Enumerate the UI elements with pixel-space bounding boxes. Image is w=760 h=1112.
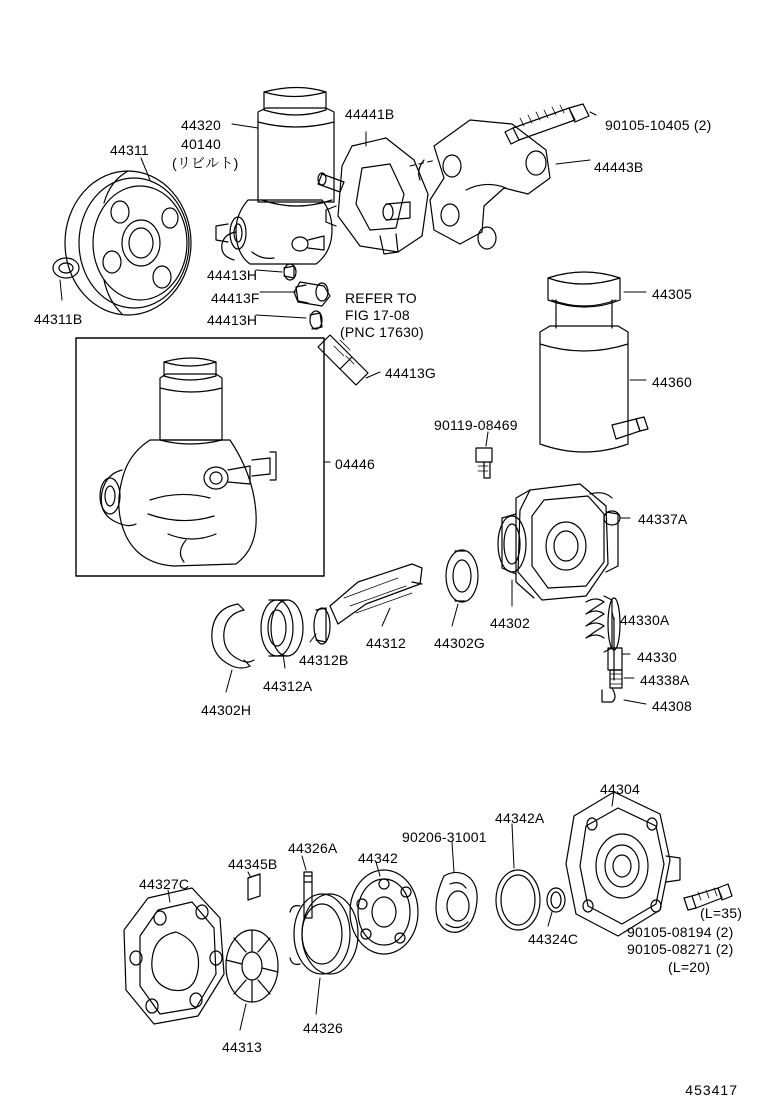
part-44320-pump-assembly bbox=[216, 88, 344, 265]
part-90119-08469-bolt bbox=[476, 432, 492, 478]
inset-box-04446 bbox=[76, 338, 330, 576]
label-l-44330: 44330 bbox=[637, 649, 677, 665]
label-l-04446: 04446 bbox=[335, 456, 375, 472]
part-44312a-bearing bbox=[261, 600, 303, 668]
part-44345b-pin bbox=[248, 872, 260, 900]
label-l-44302h: 44302H bbox=[201, 702, 252, 718]
part-44302-housing bbox=[498, 484, 630, 606]
label-l-44443b: 44443B bbox=[594, 159, 644, 175]
label-l-44305: 44305 bbox=[652, 286, 692, 302]
label-l-44326a: 44326A bbox=[288, 840, 338, 856]
label-l-44313: 44313 bbox=[222, 1039, 262, 1055]
label-l-90119: 90119-08469 bbox=[434, 417, 518, 433]
label-l-44311b: 44311B bbox=[34, 311, 83, 327]
label-l-44302: 44302 bbox=[490, 615, 530, 631]
label-l-44304: 44304 bbox=[600, 781, 640, 797]
part-90206-31001-seal bbox=[436, 842, 477, 932]
label-l-44320: 44320 bbox=[181, 117, 221, 133]
part-44342-rotor bbox=[350, 862, 418, 954]
label-l-refer3: (PNC 17630) bbox=[340, 324, 424, 340]
part-44360-reservoir bbox=[540, 272, 648, 452]
part-44311-pulley bbox=[53, 158, 191, 315]
label-l-rebuilt: (リビルト) bbox=[172, 155, 239, 171]
part-44327c-gasket bbox=[124, 888, 224, 1024]
label-l-refer1: REFER TO bbox=[345, 290, 417, 306]
label-l-44441b: 44441B bbox=[345, 106, 395, 122]
part-44312-shaft bbox=[330, 564, 422, 626]
label-l-lenL35: (L=35) bbox=[700, 905, 743, 921]
label-l-refer2: FIG 17-08 bbox=[345, 307, 410, 323]
label-l-44413g: 44413G bbox=[385, 365, 437, 381]
part-44302h-snap-ring bbox=[212, 604, 254, 692]
label-l-44312b: 44312B bbox=[299, 652, 349, 668]
label-l-90206: 90206-31001 bbox=[402, 829, 487, 845]
label-l-44326: 44326 bbox=[303, 1020, 343, 1036]
label-l-44342: 44342 bbox=[358, 850, 398, 866]
part-44313-rotor bbox=[226, 930, 278, 1030]
label-l-44327c: 44327C bbox=[139, 876, 190, 892]
label-l-44311: 44311 bbox=[110, 142, 149, 158]
part-44441b-bracket bbox=[326, 132, 428, 254]
label-l-44360: 44360 bbox=[652, 374, 692, 390]
label-l-90105-08194: 90105-08194 (2) bbox=[627, 924, 734, 940]
label-l-44413h1: 44413H bbox=[207, 267, 258, 283]
part-44443b-bracket bbox=[410, 104, 596, 249]
label-l-44337a: 44337A bbox=[638, 511, 688, 527]
label-l-90105-10405: 90105-10405 (2) bbox=[605, 117, 712, 133]
part-44312b-spacer bbox=[310, 608, 330, 644]
label-l-44330a: 44330A bbox=[620, 612, 670, 628]
part-44324c-oring bbox=[547, 888, 565, 926]
label-l-44302g: 44302G bbox=[434, 635, 486, 651]
label-l-lenL20: (L=20) bbox=[668, 959, 711, 975]
label-l-44338a: 44338A bbox=[640, 672, 690, 688]
part-44304-rear-housing bbox=[566, 792, 680, 936]
label-l-44413h2: 44413H bbox=[207, 312, 258, 328]
label-l-44308: 44308 bbox=[652, 698, 692, 714]
label-l-40140: 40140 bbox=[181, 136, 221, 152]
part-44342a-oring bbox=[496, 824, 540, 930]
label-l-44345b: 44345B bbox=[228, 856, 278, 872]
label-l-44413f: 44413F bbox=[211, 290, 260, 306]
part-44302g-seal bbox=[446, 550, 478, 626]
part-44326-cam-ring bbox=[290, 856, 358, 1014]
label-l-44312: 44312 bbox=[366, 635, 406, 651]
label-l-44324c: 44324C bbox=[528, 931, 579, 947]
label-l-44342a: 44342A bbox=[495, 810, 545, 826]
label-l-90105-08271: 90105-08271 (2) bbox=[627, 941, 734, 957]
sheet-number: 453417 bbox=[685, 1082, 738, 1098]
label-l-44312a: 44312A bbox=[263, 678, 313, 694]
